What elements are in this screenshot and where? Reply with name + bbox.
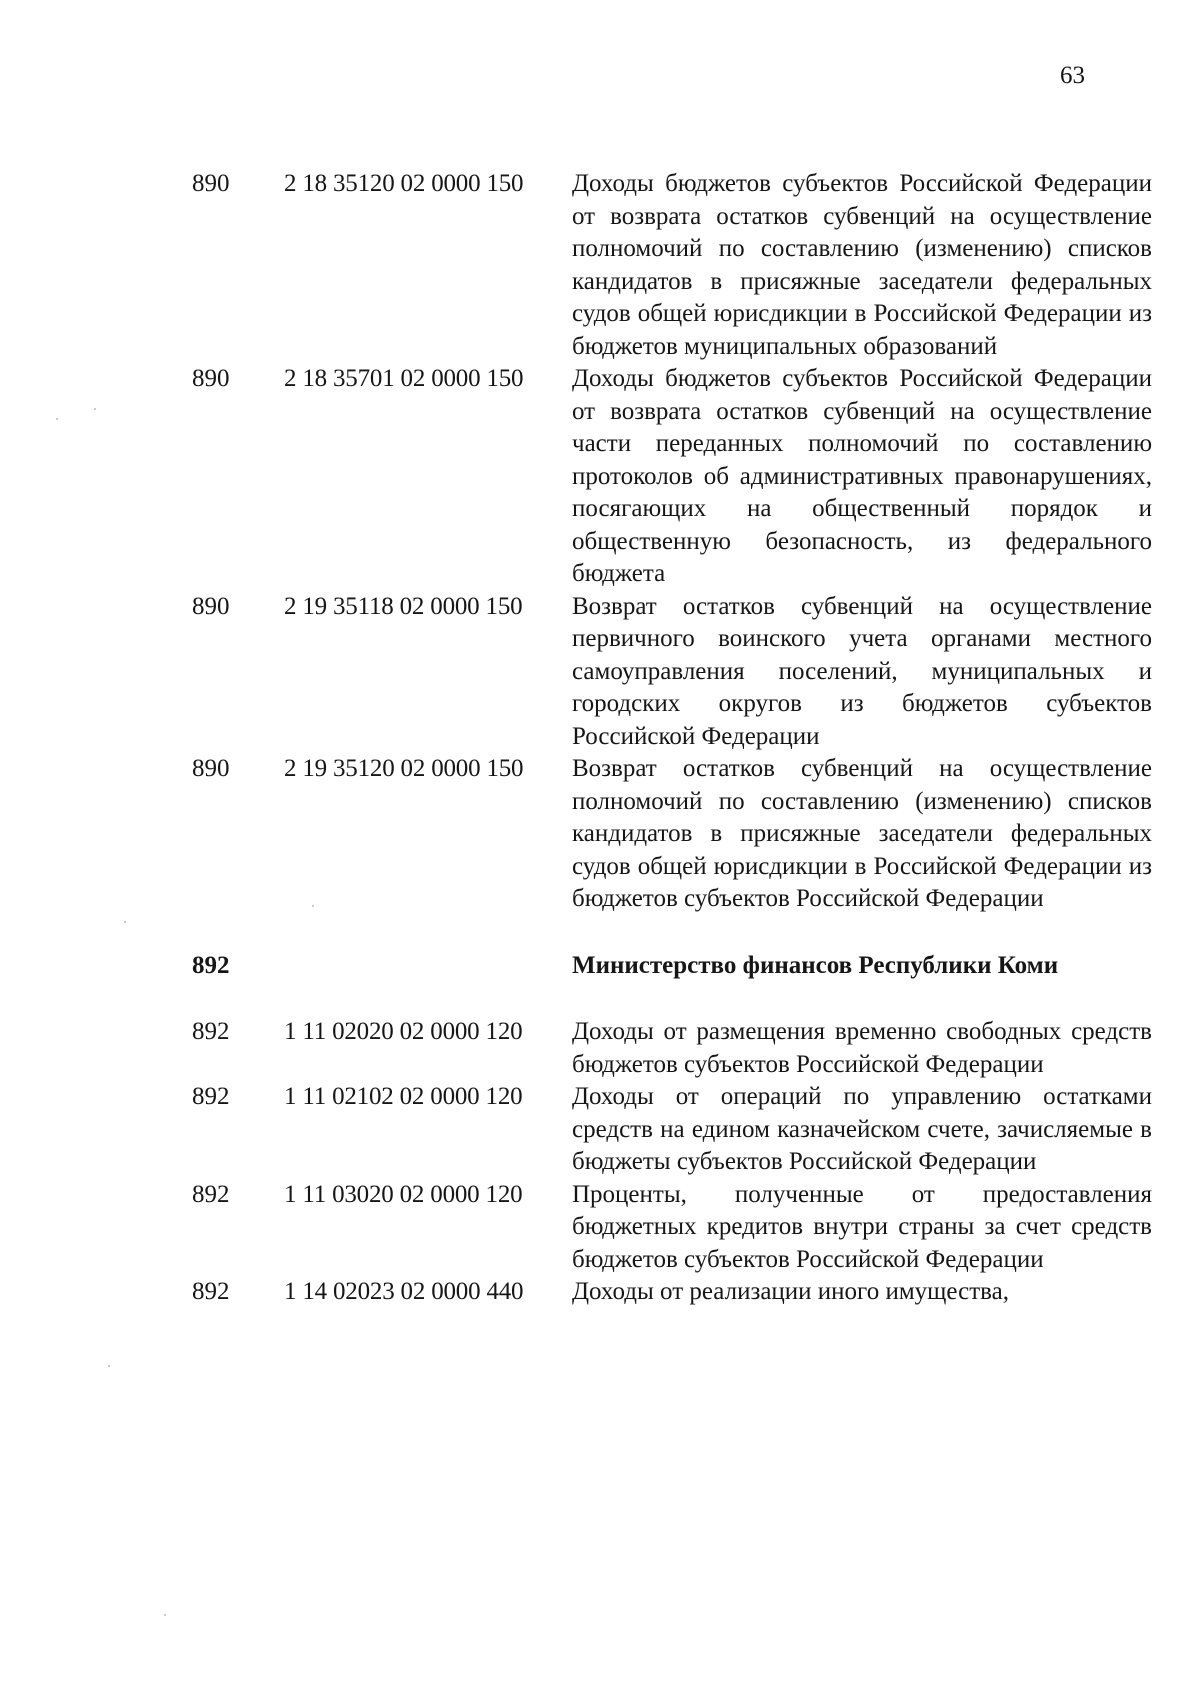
admin-code: 892 [192,1018,230,1045]
admin-code: 892 [192,1083,230,1110]
budget-classification-code: 1 11 02020 02 0000 120 [284,1018,523,1045]
admin-code: 892 [192,951,230,979]
budget-classification-code: 1 14 02023 02 0000 440 [284,1278,524,1305]
budget-classification-code: 2 19 35120 02 0000 150 [284,755,524,782]
revenue-description: Доходы бюджетов субъектов Российской Федерации от возврата остатков субвенций на осуществление полномочий по составлению (изменению) списков кандидатов в присяжные заседатели федеральных судов общей юрисдикции в Российской Федерации из бюджетов муниципальных образований [572,170,1152,360]
admin-code: 890 [192,592,230,620]
revenue-description: Возврат остатков субвенций на осуществление первичного воинского учета органами местного самоуправления поселений, муниципальных и городских округов из бюджетов субъектов Российской Федерации [572,592,1152,750]
revenue-description: Доходы от операций по управлению остатками средств на едином казначейском счете, зачисляемые в бюджеты субъектов Российской Федерации [572,1083,1152,1175]
revenue-code-table [192,168,1152,1309]
section-heading [192,950,1152,983]
scan-speck [56,418,58,420]
budget-classification-code: 1 11 03020 02 0000 120 [284,1180,523,1208]
admin-code: 892 [192,1278,230,1305]
admin-code: 892 [192,1180,230,1208]
revenue-description: Доходы бюджетов субъектов Российской Федерации от возврата остатков субвенций на осуществление части переданных полномочий по составлению протоколов об административных правонарушениях, посягающих на общественный порядок и общественную безопасность, из федерального бюджета [572,365,1152,587]
budget-classification-code: 2 18 35701 02 0000 150 [284,365,524,392]
table-row [192,1081,1152,1179]
scan-speck [94,408,96,410]
scan-speck [108,1365,110,1367]
scan-speck [312,905,314,907]
revenue-description: Проценты, полученные от предоставления бюджетных кредитов внутри страны за счет средств бюджетов субъектов Российской Федерации [572,1180,1152,1273]
table-row [192,591,1152,754]
administrator-title: Министерство финансов Республики Коми [572,951,1059,979]
page-number: 63 [1060,62,1085,89]
budget-classification-code: 1 11 02102 02 0000 120 [284,1083,523,1110]
admin-code: 890 [192,755,230,782]
scan-speck [164,1614,166,1616]
budget-classification-code: 2 18 35120 02 0000 150 [284,170,524,197]
table-row [192,1276,1152,1309]
revenue-description: Доходы от реализации иного имущества, [572,1278,1009,1305]
scan-speck [124,921,126,923]
table-row [192,1179,1152,1277]
table-row [192,363,1152,591]
revenue-description: Возврат остатков субвенций на осуществление полномочий по составлению (изменению) списков кандидатов в присяжные заседатели федеральных судов общей юрисдикции в Российской Федерации из бюджетов субъектов Российской Федерации [572,755,1152,912]
revenue-description: Доходы от размещения временно свободных средств бюджетов субъектов Российской Федерации [572,1018,1152,1078]
table-row [192,168,1152,363]
admin-code: 890 [192,365,230,392]
budget-classification-code: 2 19 35118 02 0000 150 [284,592,523,620]
table-row [192,753,1152,916]
admin-code: 890 [192,170,230,197]
table-row [192,1016,1152,1081]
